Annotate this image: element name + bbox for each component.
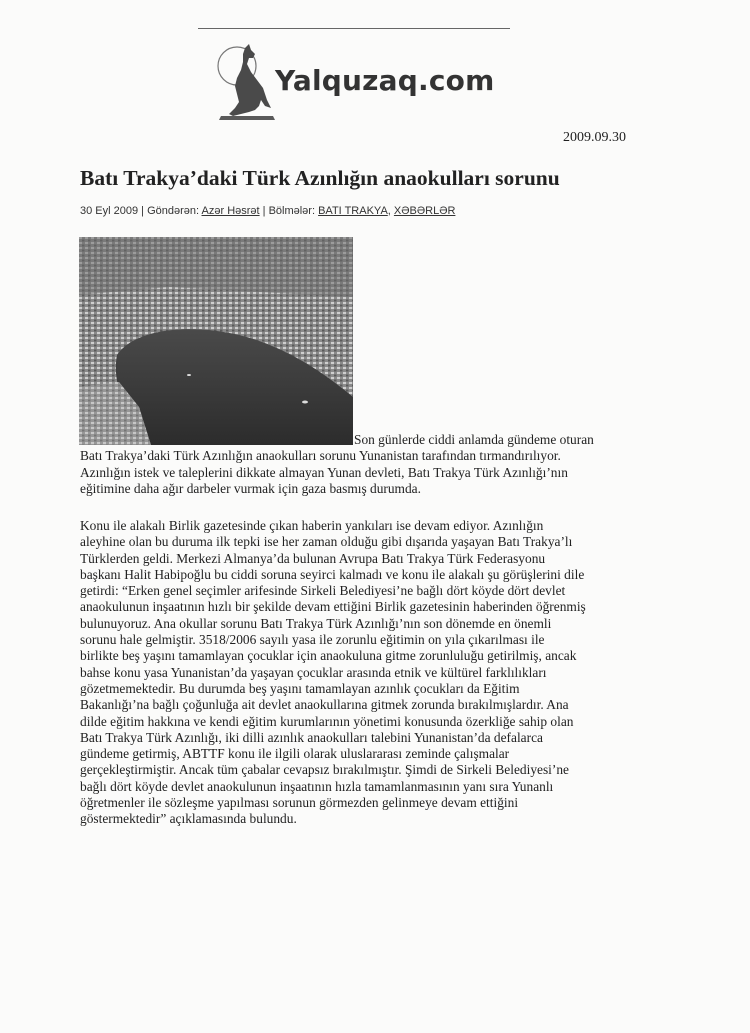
masthead — [215, 42, 515, 122]
meta-sep-1: | Göndərən: — [138, 205, 202, 217]
paragraph-2-line: gözetmemektedir. Bu durumda beş yaşını tamamlayan azınlık çocukları da Eğitim — [80, 680, 520, 696]
paragraph-2-line: gerçekleştirmiştir. Ancak tüm çabalar cevapsız bırakılmıştır. Şimdi de Sirkeli Belediyesi’ne — [80, 762, 569, 778]
paragraph-2-line: gündeme getirmiş, ABTTF konu ile ilgili olarak uluslararası zeminde çalışmalar — [80, 746, 510, 762]
paragraph-2-line: Türklerden geldi. Merkezi Almanya’da bulunan Avrupa Batı Trakya Türk Federasyonu — [80, 550, 546, 566]
paragraph-1-line: Azınlığın istek ve taleplerini dikkate almayan Yunan devleti, Batı Trakya Türk Azınlığı’nın — [80, 464, 568, 480]
meta-sep-2: | Bölmələr: — [259, 205, 319, 217]
article-title: Batı Trakya’daki Türk Azınlığın anaokulları sorunu — [80, 166, 560, 190]
paragraph-2-line: birlikte beş yaşını tamamlayan çocuklar için anaokuluna gitme zorunluluğu getirilmiş, ancak — [80, 648, 577, 664]
paragraph-2-line: Konu ile alakalı Birlik gazetesinde çıkan haberin yankıları ise devam ediyor. Azınlığın — [80, 518, 544, 533]
paragraph-2-line: getirdi: “Erken genel seçimler arifesinde Sirkeli Belediyesi’ne bağlı dört köyde dört devlet — [80, 583, 566, 599]
paragraph-2-line: göstermektedir” açıklamasında bulundu. — [80, 811, 297, 827]
author-link[interactable]: Azər Həsrət — [201, 205, 260, 217]
howling-wolf-logo — [215, 42, 277, 122]
meta-date: 30 Eyl 2009 — [80, 205, 139, 217]
paragraph-1-line: eğitimine daha ağır darbeler vurmak için gaza basmış durumda. — [80, 480, 421, 496]
harbor-photo — [79, 237, 353, 445]
date-stamp: 2009.09.30 — [563, 130, 626, 145]
category-link-bati-trakya[interactable]: BATI TRAKYA — [318, 205, 388, 217]
paragraph-2-line: aleyhine olan bu duruma ilk tepki ise her zaman olduğu gibi dışarıda yaşayan Batı Trakya’lı — [80, 534, 573, 550]
paragraph-1-line: Batı Trakya’daki Türk Azınlığın anaokulları sorunu Yunanistan tarafından tırmandırılıyor. — [80, 448, 561, 464]
paragraph-2-line: bağlı dört köyde devlet anaokulunun inşaatının hızla tamamlanmasının yanı sıra Yunanlı — [80, 778, 554, 794]
paragraph-1-line: Son günlerde ciddi anlamda gündeme oturan — [354, 432, 594, 447]
site-name: Yalquzaq.com — [275, 64, 495, 97]
paragraph-2-line: Bakanlığı’na bağlı çoğunluğa ait devlet anaokullarına gitmek zorunda bırakılmışlardır. Ana — [80, 697, 569, 713]
paragraph-2 — [80, 518, 668, 828]
article-meta — [80, 205, 455, 217]
paragraph-2-line: sorunu hale gelmiştir. 3518/2006 sayılı yasa ile zorunlu eğitimin on yıla çıkarılması ile — [80, 632, 545, 648]
paragraph-2-line: öğretmenler ile sözleşme yapılması sorunun görmezden gelinmeye devam ettiğini — [80, 795, 519, 811]
paragraph-2-line: dilde eğitim hakkına ve kendi eğitim kurumlarının yönetimi konusunda özerkliğe sahip olan — [80, 713, 574, 729]
paragraph-2-line: başkanı Halit Habipoğlu bu ciddi soruna seyirci kalmadı ve konu ile alakalı şu görüşlerini dile — [80, 566, 585, 582]
meta-comma: , — [387, 205, 394, 217]
paragraph-2-line: bulunuyoruz. Ana okullar sorunu Batı Trakya Türk Azınlığı’nın son dönemde en önemli — [80, 615, 552, 631]
paragraph-2-line: Batı Trakya Türk Azınlığı, iki dilli azınlık anaokulları talebini Yunanistan’da defalarca — [80, 729, 543, 745]
category-link-xeberler[interactable]: XƏBƏRLƏR — [393, 205, 456, 217]
top-rule — [198, 28, 510, 29]
paragraph-2-line: bahse konu yasa Yunanistan’da yaşayan çocuklar arasında etnik ve kültürel farklılıkları — [80, 664, 547, 680]
paragraph-1 — [80, 432, 668, 497]
paragraph-2-line: anaokulunun inşaatının hızlı bir şekilde devam ettiğini Birlik gazetesinin haberinden öğrenmiş — [80, 599, 586, 615]
